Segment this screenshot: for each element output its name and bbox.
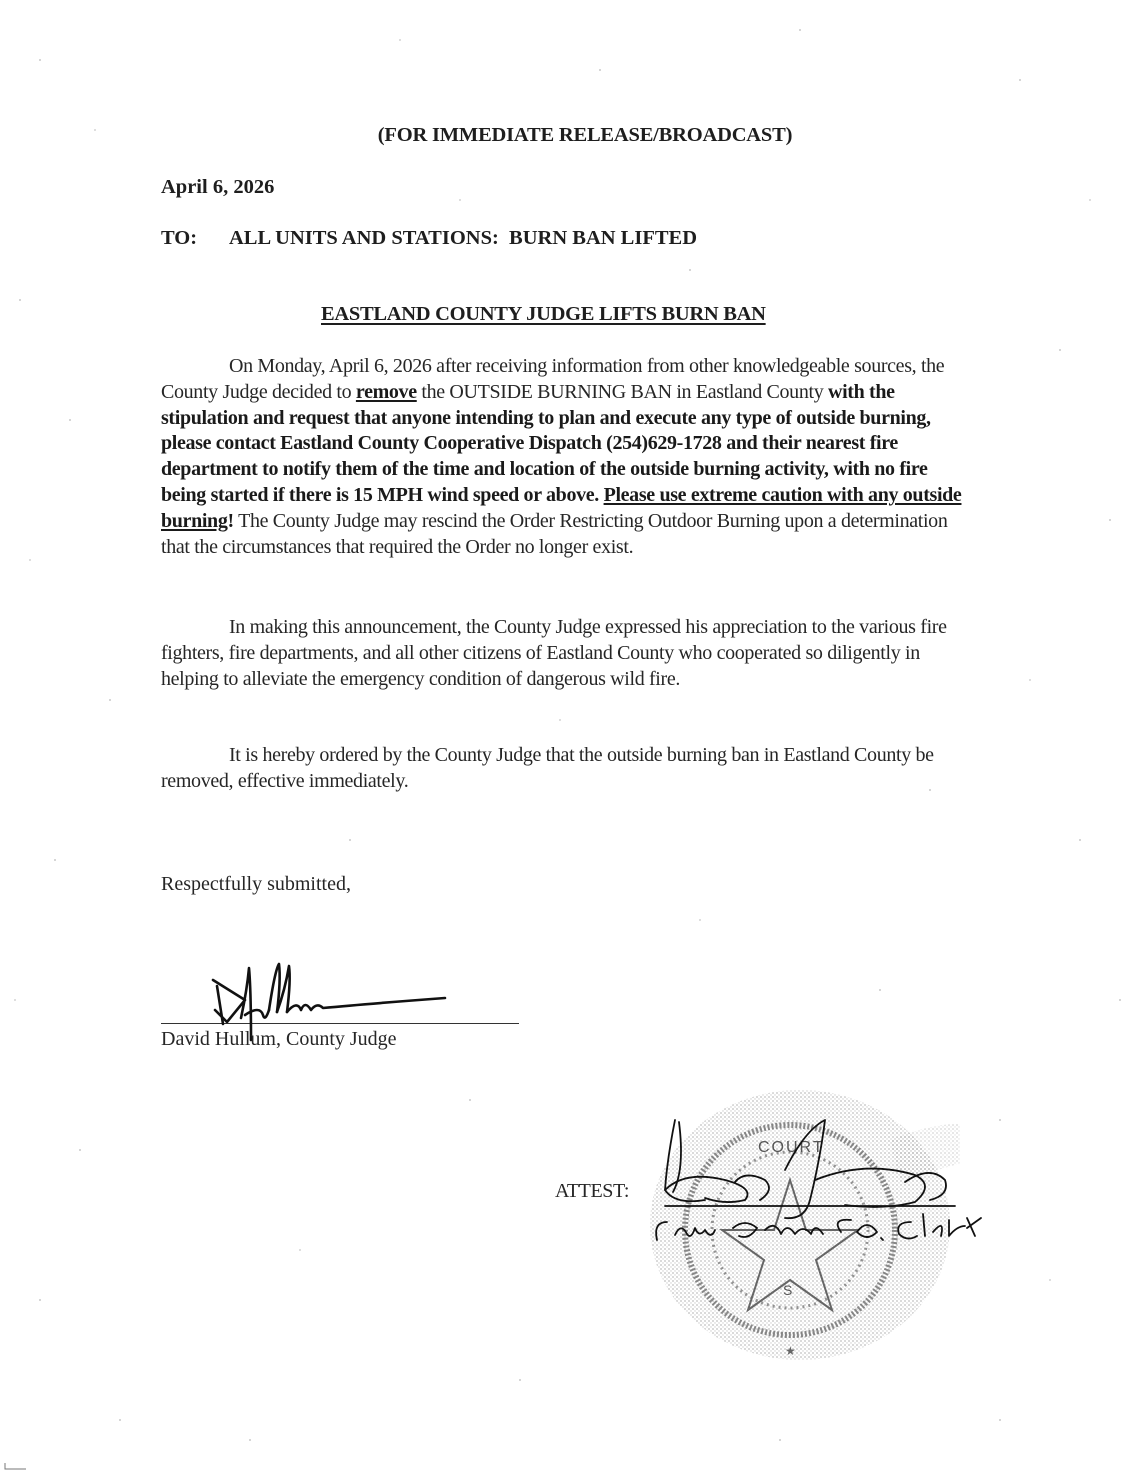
caution-exclaim: !	[227, 509, 234, 532]
paragraph3-text: It is hereby ordered by the County Judge that the outside burning ban in Eastland County be removed, effective immediately.	[161, 744, 934, 792]
stipulation-text: with the stipulation and request that anyone intending to plan and execute any type of outside burning, please contact Eastland County Cooperative Dispatch (254)629-1728 and their nearest fire department to notify them of the time and location of the outside burning activity, with no fire being started if there is 15 MPH wind speed or above.	[161, 380, 931, 506]
emphasis-remove: remove	[355, 380, 417, 403]
scan-corner-mark	[4, 1462, 28, 1470]
paragraph1-text-a: On Monday, April 6, 2026 after receiving information from other knowledgeable sources, the County Judge decided to	[161, 355, 945, 403]
recipient-value: ALL UNITS AND STATIONS: BURN BAN LIFTED	[229, 227, 697, 249]
paragraph1-text-c: The County Judge may rescind the Order Restricting Outdoor Burning upon a determination that the circumstances that required the Order no longer exist.	[161, 509, 948, 558]
attest-label: ATTEST:	[555, 1180, 629, 1202]
paragraph-announcement	[161, 354, 971, 560]
caution-text: Please use extreme caution with any outside burning	[161, 483, 962, 532]
paragraph2-text: In making this announcement, the County Judge expressed his appreciation to the various fire fighters, fire departments, and all other citizens of Eastland County who cooperated so diligently in helping to alleviate the emergency condition of dangerous wild fire.	[161, 616, 947, 690]
svg-text:★: ★	[785, 1344, 796, 1358]
headline: EASTLAND COUNTY JUDGE LIFTS BURN BAN	[321, 303, 766, 325]
paragraph1-text-b: the OUTSIDE BURNING BAN in Eastland County	[416, 380, 828, 403]
signatory-name-title: David Hullum, County Judge	[161, 1028, 397, 1050]
closing-line: Respectfully submitted,	[161, 873, 351, 895]
recipient-line	[161, 227, 697, 250]
release-date: April 6, 2026	[161, 176, 275, 198]
paragraph-appreciation	[161, 615, 971, 692]
clerk-signature-icon	[645, 1110, 1005, 1250]
release-header: (FOR IMMEDIATE RELEASE/BROADCAST)	[377, 124, 793, 146]
paragraph-order	[161, 743, 971, 795]
svg-text:S: S	[783, 1282, 793, 1298]
to-label: TO:	[161, 227, 198, 249]
svg-text:COURT: COURT	[758, 1139, 825, 1156]
